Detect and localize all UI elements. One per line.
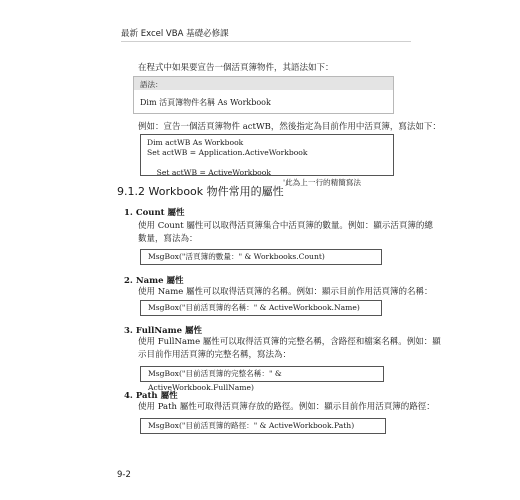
page-number: 9-2 (117, 470, 131, 480)
item-desc-line: 示目前作用活頁簿的完整名稱，寫法為： (138, 350, 292, 360)
code-line: Set actWB = ActiveWorkbook (156, 168, 271, 177)
item-code-box: MsgBox("目前活頁簿的完整名稱：" & ActiveWorkbook.FullName) (140, 366, 384, 382)
item-desc (138, 336, 441, 362)
item-code-box: MsgBox("目前活頁簿的名稱：" & ActiveWorkbook.Name) (140, 300, 382, 316)
item-desc (138, 401, 435, 414)
item-desc (138, 286, 433, 299)
syntax-label: 語法： (140, 80, 163, 89)
item-desc-line: 使用 Path 屬性可取得活頁簿存放的路徑。例如：顯示目前作用活頁簿的路徑： (138, 402, 435, 412)
code-line: Dim actWB As Workbook (147, 138, 244, 147)
item-desc-line: 使用 FullName 屬性可以取得活頁簿的完整名稱，含路徑和檔案名稱。例如：顯 (138, 337, 441, 347)
item-desc-line: 使用 Count 屬性可以取得活頁簿集合中活頁簿的數量。例如：顯示活頁簿的總 (138, 221, 433, 231)
item-code-box: MsgBox("目前活頁簿的路徑：" & ActiveWorkbook.Path) (140, 418, 386, 434)
item-code-box: MsgBox("活頁簿的數量：" & Workbooks.Count) (140, 249, 382, 265)
item-desc-line: 使用 Name 屬性可以取得活頁簿的名稱。例如：顯示目前作用活頁簿的名稱： (138, 287, 433, 297)
example-text: 例如：宣告一個活頁簿物件 actWB，然後指定為目前作用中活頁簿，寫法如下： (138, 122, 441, 132)
running-header: 最新 Excel VBA 基礎必修課 (121, 29, 229, 39)
syntax-label-bar (134, 77, 393, 90)
example-code-box (140, 134, 394, 187)
item-desc-line: 數量，寫法為： (138, 234, 198, 244)
syntax-line: Dim 活頁簿物件名稱 As Workbook (140, 98, 271, 107)
code-comment: '此為上一行的精簡寫法 (283, 178, 362, 187)
item-desc (138, 220, 433, 246)
syntax-box (133, 76, 394, 114)
section-title: 9.1.2 Workbook 物件常用的屬性 (117, 185, 284, 198)
item-title: 4. Path 屬性 (124, 391, 178, 401)
item-title: 1. Count 屬性 (124, 208, 185, 218)
header-rule (121, 41, 411, 42)
intro-text: 在程式中如果要宣告一個活頁簿物件，其語法如下： (138, 63, 334, 73)
code-line: Set actWB = Application.ActiveWorkbook (147, 148, 308, 157)
item-title: 3. FullName 屬性 (124, 326, 202, 336)
item-title: 2. Name 屬性 (124, 276, 184, 286)
